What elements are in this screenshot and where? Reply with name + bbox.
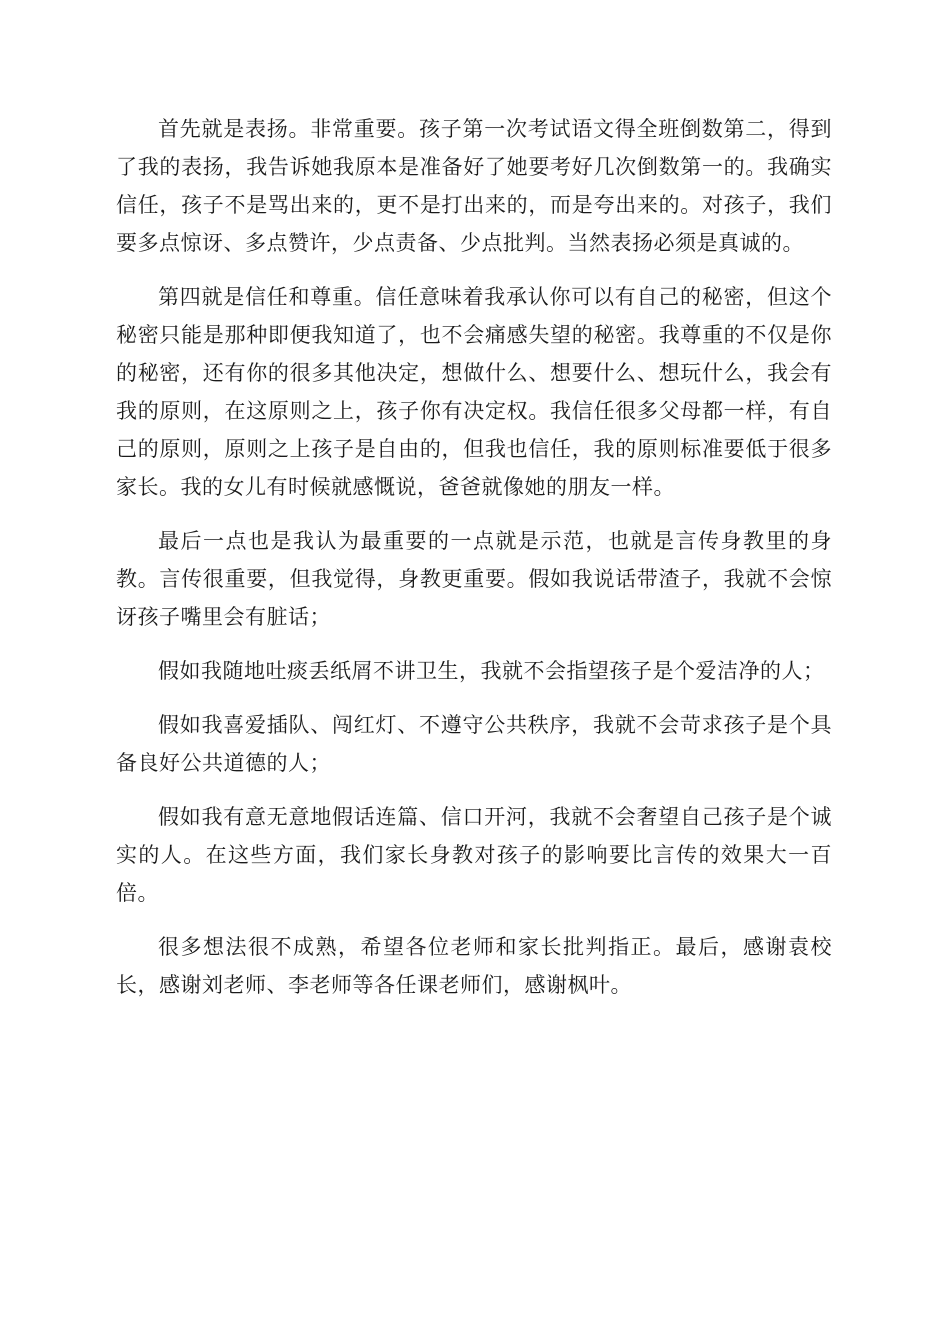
paragraph-thanks: 很多想法很不成熟，希望各位老师和家长批判指正。最后，感谢袁校长，感谢刘老师、李老师等各任课老师们，感谢枫叶。 <box>116 935 832 997</box>
paragraph-honesty: 假如我有意无意地假话连篇、信口开河，我就不会奢望自己孩子是个诚实的人。在这些方面，我们家长身教对孩子的影响要比言传的效果大一百倍。 <box>116 805 832 905</box>
paragraph-praise: 首先就是表扬。非常重要。孩子第一次考试语文得全班倒数第二，得到了我的表扬，我告诉她我原本是准备好了她要考好几次倒数第一的。我确实信任，孩子不是骂出来的，更不是打出来的，而是夸出来的。对孩子，我们要多点惊讶、多点赞许，少点责备、少点批判。当然表扬必须是真诚的。 <box>116 117 832 255</box>
document-body <box>116 110 832 1020</box>
paragraph-public-order: 假如我喜爱插队、闯红灯、不遵守公共秩序，我就不会苛求孩子是个具备良好公共道德的人； <box>116 713 832 775</box>
paragraph-example: 最后一点也是我认为最重要的一点就是示范，也就是言传身教里的身教。言传很重要，但我觉得，身教更重要。假如我说话带渣子，我就不会惊讶孩子嘴里会有脏话； <box>116 529 832 629</box>
paragraph-trust-respect: 第四就是信任和尊重。信任意味着我承认你可以有自己的秘密，但这个秘密只能是那种即便我知道了，也不会痛感失望的秘密。我尊重的不仅是你的秘密，还有你的很多其他决定，想做什么、想要什么、想玩什么，我会有我的原则，在这原则之上，孩子你有决定权。我信任很多父母都一样，有自己的原则，原则之上孩子是自由的，但我也信任，我的原则标准要低于很多家长。我的女儿有时候就感慨说，爸爸就像她的朋友一样。 <box>116 285 832 499</box>
paragraph-hygiene: 假如我随地吐痰丢纸屑不讲卫生，我就不会指望孩子是个爱洁净的人； <box>158 659 825 683</box>
